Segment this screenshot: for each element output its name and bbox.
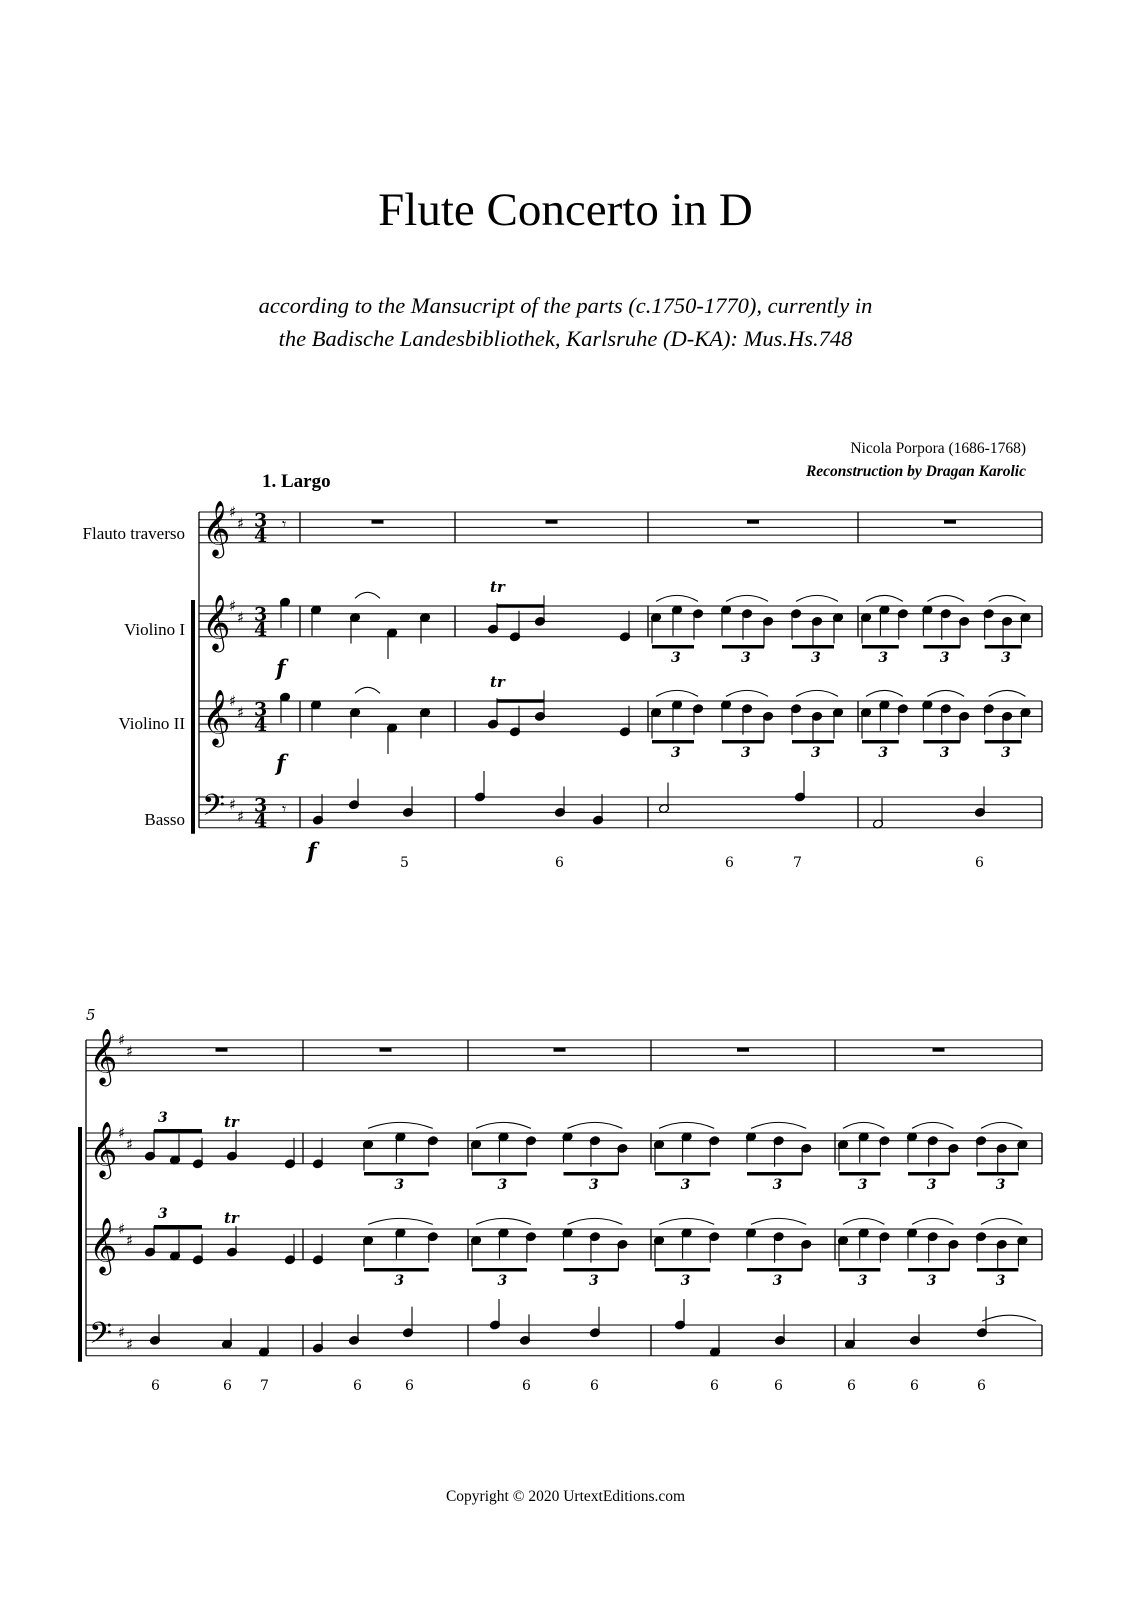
whole-rest-icon [933,1048,945,1052]
slur [982,1315,1036,1321]
sharp-icon: ♯ [126,1135,134,1154]
figured-bass-number: 6 [977,1378,986,1394]
figured-bass-number: 6 [847,1378,856,1394]
whole-rest-icon [216,1048,228,1052]
sharp-icon: ♯ [118,1323,126,1342]
score-title: Flute Concerto in D [378,184,753,236]
tuplet-number: 3 [1001,650,1011,667]
tuplet-number: 3 [158,1206,168,1223]
figured-bass-number: 6 [353,1378,362,1394]
figured-bass-number: 5 [400,855,409,871]
slur [912,1218,953,1224]
instrument-label-violin-1: Violino I [124,620,185,639]
bass-clef-icon: 𝄢 [89,1316,113,1358]
tuplet-number: 3 [857,1273,868,1290]
sharp-icon: ♯ [126,1335,134,1354]
figured-bass-number: 6 [590,1378,599,1394]
bass-clef-icon: 𝄢 [202,788,226,830]
slur [656,595,698,601]
instrument-label-violin-2: Violino II [118,714,185,733]
tuplet-number: 3 [671,745,681,762]
instrument-label-flute: Flauto traverso [82,524,185,543]
figured-bass-number: 6 [405,1378,414,1394]
whole-rest-icon [944,520,956,524]
time-signature-denominator: 4 [254,810,268,833]
trill-mark: tr [490,673,505,692]
sharp-icon: ♯ [229,503,237,521]
tuplet-number: 3 [158,1110,168,1127]
figured-bass-number: 6 [555,855,564,871]
sharp-icon: ♯ [126,1231,134,1250]
composer: Nicola Porpora (1686-1768) [850,440,1026,457]
treble-clef-icon: 𝄞 [89,1028,118,1085]
tuplet-number: 3 [741,650,751,667]
tuplet-number: 3 [926,1177,937,1194]
slur [843,1218,884,1224]
treble-clef-icon: 𝄞 [202,500,231,557]
trill-mark: tr [490,578,505,597]
tuplet-number: 3 [939,745,950,762]
slur [568,1218,623,1224]
time-signature-numerator: 3 [254,603,268,626]
sharp-icon: ♯ [118,1124,126,1142]
slur [476,1218,531,1224]
slur [796,595,838,601]
tuplet-number: 3 [995,1273,1006,1290]
arranger: Reconstruction by Dragan Karolic [805,463,1026,480]
slur [726,595,768,601]
slur [751,1218,806,1224]
sharp-icon: ♯ [229,692,237,710]
whole-rest-icon [747,520,759,524]
tuplet-number: 3 [811,745,821,762]
slur [912,1122,953,1128]
tuplet-number: 3 [497,1273,508,1290]
tuplet-number: 3 [926,1273,937,1290]
dynamic-forte: f [276,655,286,682]
tuplet-number: 3 [772,1273,783,1290]
slur [355,592,380,598]
slur [843,1122,884,1128]
whole-rest-icon [546,520,558,524]
slur [368,1122,433,1128]
tuplet-number: 3 [588,1273,599,1290]
slur [796,690,838,696]
tuplet-number: 3 [680,1273,691,1290]
whole-rest-icon [372,520,384,524]
trill-mark: tr [224,1208,239,1227]
tuplet-number: 3 [878,745,889,762]
tuplet-number: 3 [857,1177,868,1194]
whole-rest-icon [380,1048,392,1052]
whole-rest-icon [554,1048,566,1052]
tuplet-number: 3 [680,1177,691,1194]
slur [927,690,964,696]
time-signature-denominator: 4 [254,619,268,642]
time-signature-denominator: 4 [254,714,268,737]
treble-clef-icon: 𝄞 [202,594,231,651]
slur [989,595,1026,601]
slur [927,595,964,601]
copyright: Copyright © 2020 UrtextEditions.com [445,1488,686,1505]
sharp-icon: ♯ [237,608,245,627]
whole-rest-icon [737,1048,749,1052]
sharp-icon: ♯ [118,1220,126,1238]
eighth-rest-icon: 𝄾 [282,514,287,534]
sharp-icon: ♯ [229,597,237,615]
figured-bass-number: 6 [910,1378,919,1394]
slur [659,1218,714,1224]
tuplet-number: 3 [939,650,950,667]
instrument-label-basso: Basso [144,810,185,829]
sharp-icon: ♯ [237,703,245,722]
dynamic-forte: f [307,838,317,865]
slur [866,595,903,601]
treble-clef-icon: 𝄞 [89,1121,118,1178]
slur [981,1122,1022,1128]
slur [568,1122,623,1128]
figured-bass-number: 6 [774,1378,783,1394]
slur [989,690,1026,696]
sharp-icon: ♯ [118,1031,126,1049]
movement-title: 1. Largo [262,471,331,492]
tuplet-number: 3 [497,1177,508,1194]
figured-bass-number: 6 [223,1378,232,1394]
eighth-rest-icon: 𝄾 [282,799,287,819]
time-signature-numerator: 3 [254,509,268,532]
subtitle-line-1: according to the Mansucript of the parts (c.1750-1770), currently in [258,293,873,318]
tuplet-number: 3 [1001,745,1011,762]
measure-number: 5 [86,1006,96,1024]
slur [726,690,768,696]
tuplet-number: 3 [811,650,821,667]
time-signature-numerator: 3 [254,698,268,721]
tuplet-number: 3 [671,650,681,667]
sharp-icon: ♯ [237,807,245,826]
figured-bass-number: 7 [793,855,802,871]
figured-bass-number: 6 [522,1378,531,1394]
tuplet-number: 3 [995,1177,1006,1194]
figured-bass-number: 6 [975,855,984,871]
figured-bass-number: 7 [260,1378,269,1394]
slur [656,690,698,696]
figured-bass-number: 6 [725,855,734,871]
tuplet-number: 3 [588,1177,599,1194]
slur [866,690,903,696]
sharp-icon: ♯ [126,1042,134,1061]
slur [659,1122,714,1128]
trill-mark: tr [224,1112,239,1131]
slur [981,1218,1022,1224]
tuplet-number: 3 [394,1177,405,1194]
slur [355,687,380,693]
time-signature-denominator: 4 [254,525,268,548]
dynamic-forte: f [276,750,286,777]
slur [476,1122,531,1128]
tuplet-number: 3 [741,745,751,762]
sharp-icon: ♯ [237,514,245,533]
tuplet-number: 3 [772,1177,783,1194]
time-signature-numerator: 3 [254,794,268,817]
treble-clef-icon: 𝄞 [202,689,231,746]
treble-clef-icon: 𝄞 [89,1217,118,1274]
tuplet-number: 3 [394,1273,405,1290]
subtitle-line-2: the Badische Landesbibliothek, Karlsruhe (D-KA): Mus.Hs.748 [278,326,853,351]
tuplet-number: 3 [878,650,889,667]
slur [368,1218,433,1224]
figured-bass-number: 6 [710,1378,719,1394]
slur [751,1122,806,1128]
sharp-icon: ♯ [229,795,237,814]
figured-bass-number: 6 [151,1378,160,1394]
